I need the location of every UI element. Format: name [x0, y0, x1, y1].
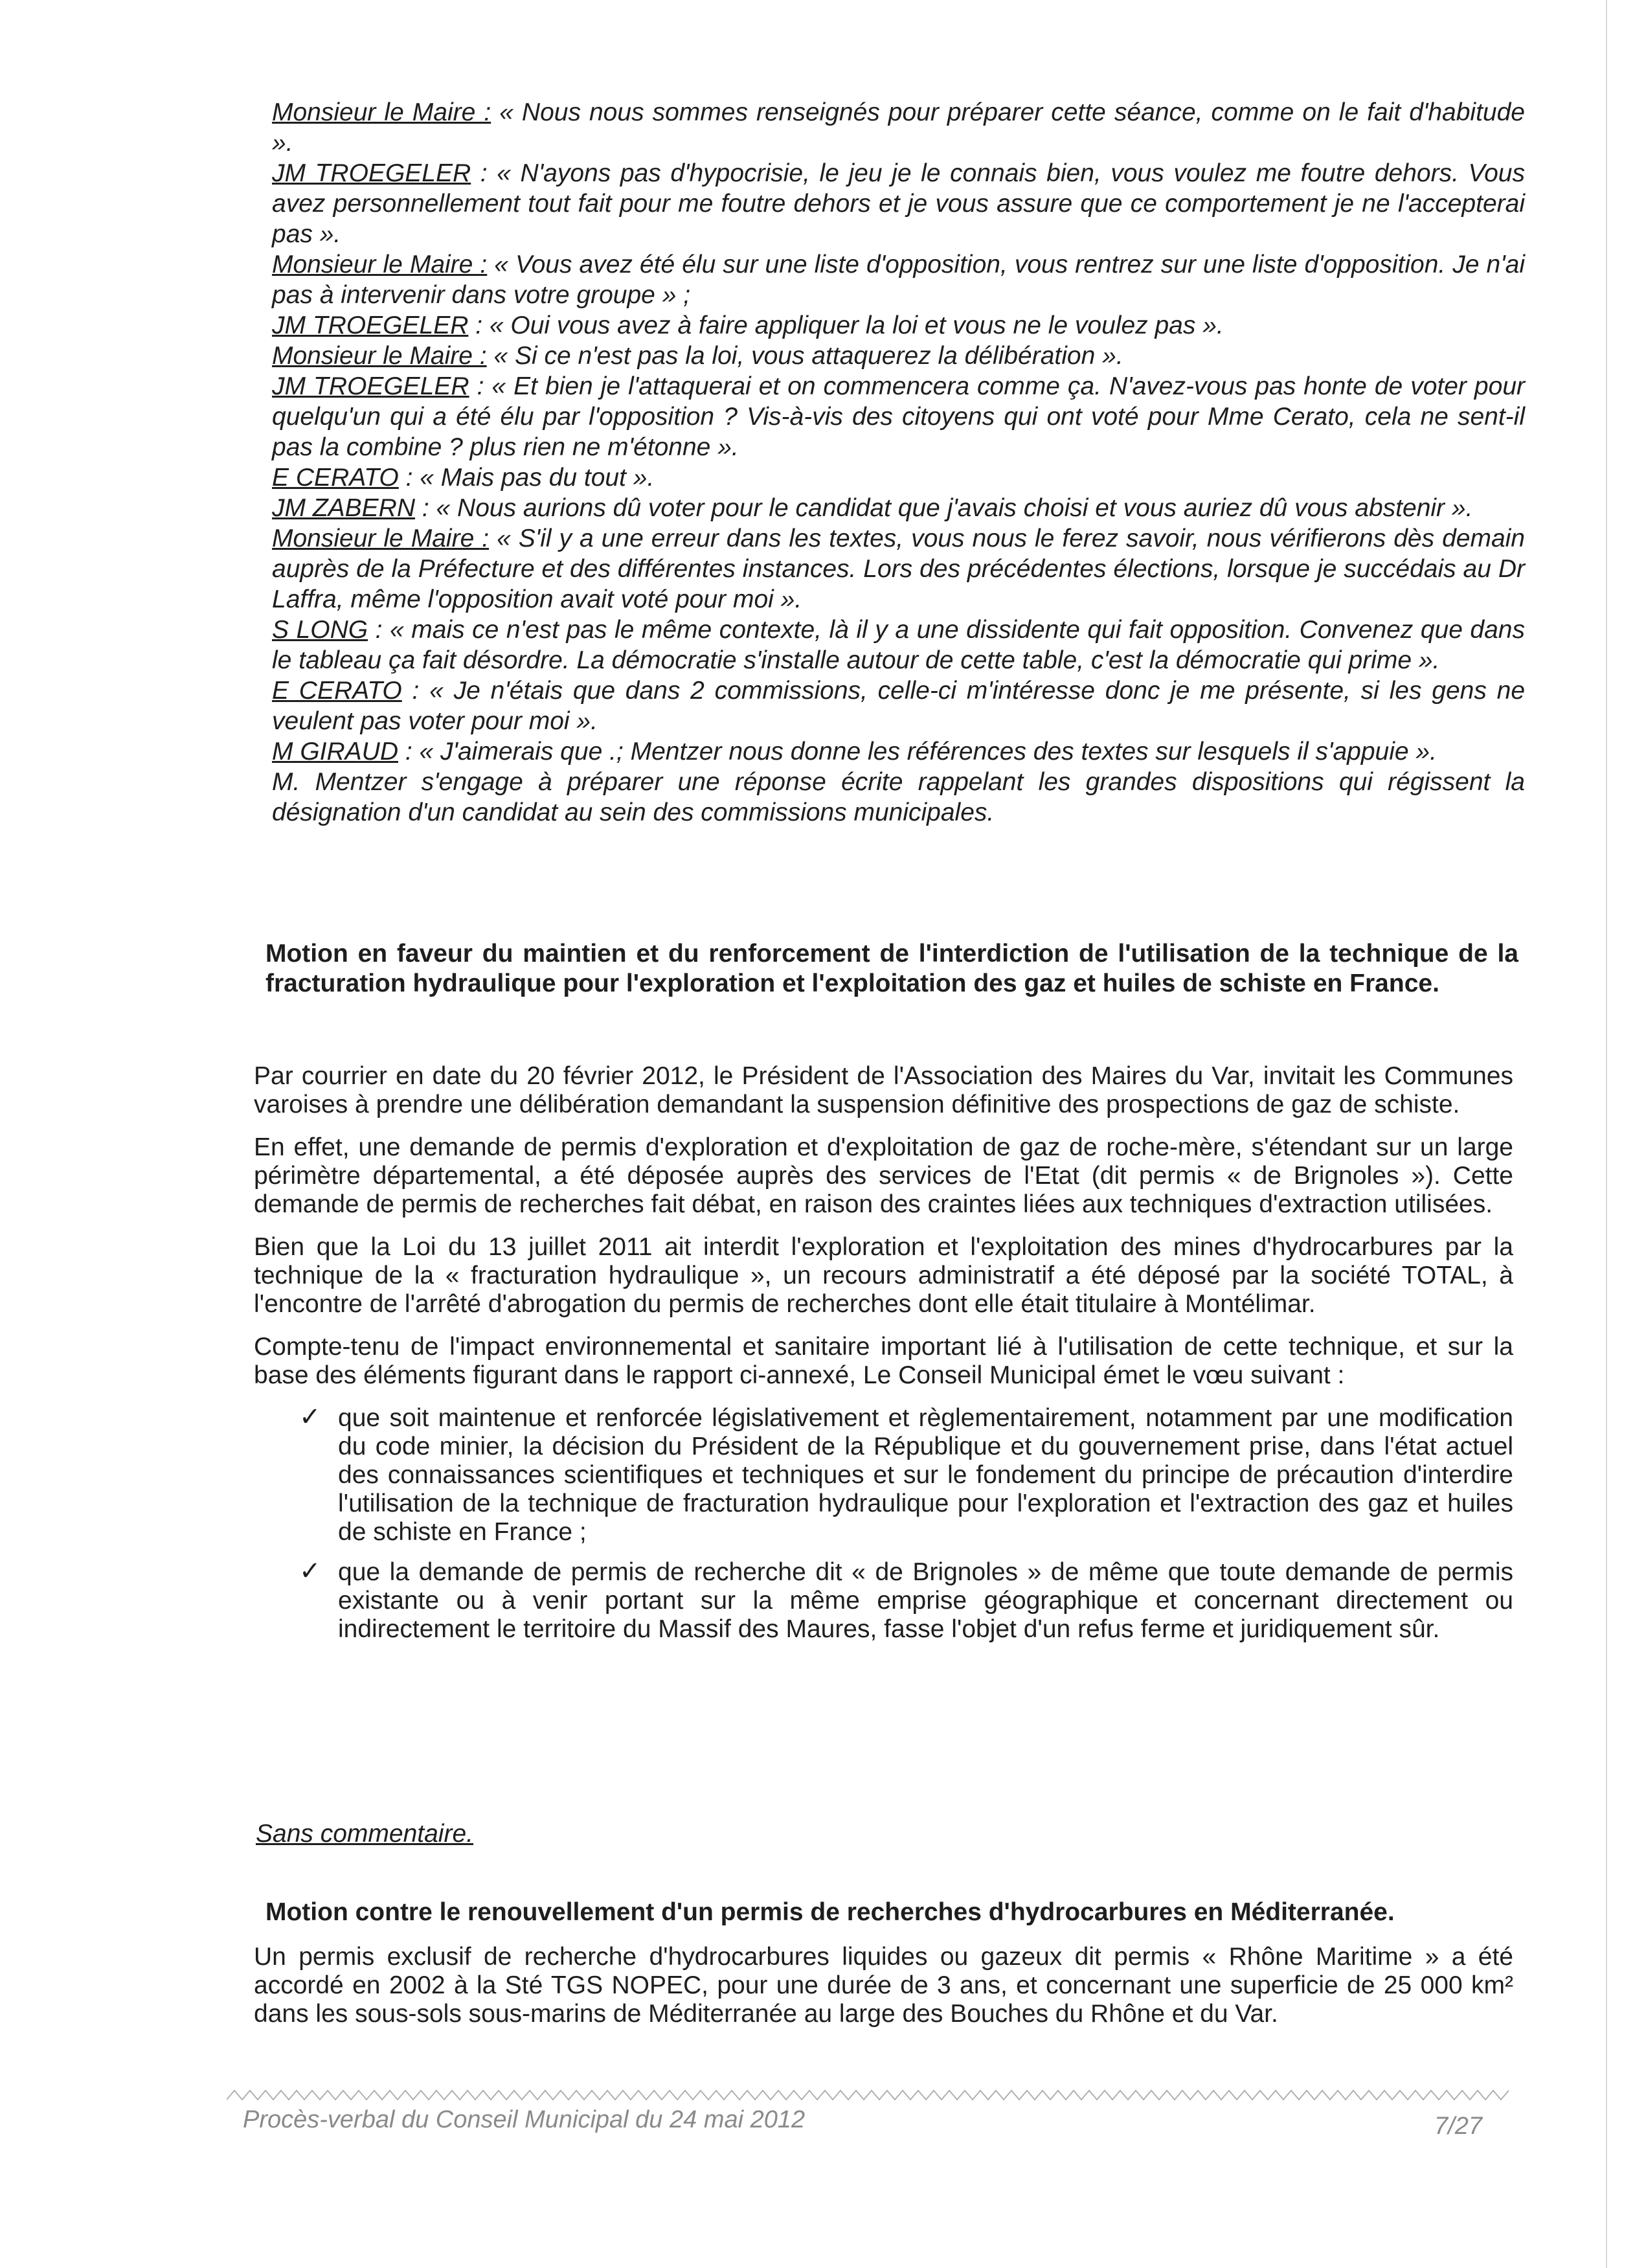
motion-heading-fracturation: Motion en faveur du maintien et du renforcement de l'interdiction de l'utilisation de la technique de la fracturation hydraulique pour l'exploration et l'exploitation des gaz et huiles de schiste en France. — [265, 940, 1518, 997]
dialogue-line — [272, 767, 1525, 828]
speaker-name: JM TROEGELER — [272, 372, 469, 400]
dialogue-line — [272, 736, 1525, 767]
dialogue-text: : « J'aimerais que .; Mentzer nous donne les références des textes sur lesquels il s'appuie ». — [398, 738, 1437, 765]
dialogue-text: « Nous nous sommes renseignés pour préparer cette séance, comme on le fait d'habitude ». — [272, 98, 1525, 157]
dialogue-text: : « Nous aurions dû voter pour le candidat que j'avais choisi et vous auriez dû vous abstenir ». — [415, 494, 1473, 522]
dialogue-line — [272, 158, 1525, 249]
dialogue-line — [272, 675, 1525, 736]
speaker-name: JM TROEGELER — [272, 312, 469, 339]
dialogue-text: : « Et bien je l'attaquerai et on commencera comme ça. N'avez-vous pas honte de voter pour quelqu'un qui a été élu par l'opposition ? Vis-à-vis des citoyens qui ont voté pour Mme Cerato, cela ne sent-il pas la combine ? plus rien ne m'étonne ». — [272, 372, 1525, 461]
speaker-name: Monsieur le Maire : — [272, 525, 490, 552]
dialogue-section — [272, 97, 1525, 828]
wish-item — [254, 1558, 1513, 1644]
paragraph: Bien que la Loi du 13 juillet 2011 ait interdit l'exploration et l'exploitation des mines d'hydrocarbures par la technique de la « fracturation hydraulique », un recours administratif a été déposé par la société TOTAL, à l'encontre de l'arrêté d'abrogation du permis de recherches dont elle était titulaire à Montélimar. — [254, 1233, 1513, 1318]
dialogue-text: « Vous avez été élu sur une liste d'opposition, vous rentrez sur une liste d'opposition. Je n'ai pas à intervenir dans votre groupe » ; — [272, 251, 1525, 309]
speaker-name: E CERATO — [272, 677, 402, 705]
scan-edge-line — [1606, 0, 1607, 2268]
wish-item — [254, 1404, 1513, 1547]
dialogue-line — [272, 615, 1525, 675]
speaker-name: E CERATO — [272, 464, 399, 492]
dialogue-text: « S'il y a une erreur dans les textes, vous nous le ferez savoir, nous vérifierons dès demain auprès de la Préfecture et des différentes instances. Lors des précédentes élections, lorsque je succédais au Dr Laffra, même l'opposition avait voté pour moi ». — [272, 525, 1525, 613]
checkmark-icon: ✓ — [299, 1557, 321, 1585]
dialogue-line — [272, 462, 1525, 493]
speaker-name: JM TROEGELER — [272, 159, 471, 187]
dialogue-line — [272, 523, 1525, 615]
speaker-name: Monsieur le Maire : — [272, 342, 487, 370]
wish-list — [254, 1404, 1513, 1644]
footer-zigzag-rule — [227, 2088, 1515, 2104]
dialogue-line — [272, 341, 1525, 371]
page-number: 7/27 — [1434, 2113, 1482, 2140]
speaker-name: Monsieur le Maire : — [272, 98, 491, 126]
speaker-name: S LONG — [272, 616, 368, 644]
dialogue-text: « Si ce n'est pas la loi, vous attaquerez la délibération ». — [486, 342, 1123, 370]
no-comment-note: Sans commentaire. — [256, 1820, 473, 1848]
dialogue-line — [272, 97, 1525, 158]
dialogue-text: : « Oui vous avez à faire appliquer la loi et vous ne le voulez pas ». — [468, 312, 1224, 339]
dialogue-line — [272, 493, 1525, 523]
wish-text: que soit maintenue et renforcée législativement et règlementairement, notamment par une modification du code minier, la décision du Président de la République et du gouvernement prise, dans l'état actuel des connaissances scientifiques et techniques et sur le fondement du principe de précaution d'interdire l'utilisation de la technique de fracturation hydraulique pour l'exploration et l'extraction des gaz et huiles de schiste en France ; — [338, 1404, 1513, 1546]
paragraph: Un permis exclusif de recherche d'hydrocarbures liquides ou gazeux dit permis « Rhône Maritime » a été accordé en 2002 à la Sté TGS NOPEC, pour une durée de 3 ans, et concernant une superficie de 25 000 km² dans les sous-sols sous-marins de Méditerranée au large des Bouches du Rhône et du Var. — [254, 1943, 1513, 2028]
speaker-name: M GIRAUD — [272, 738, 398, 765]
speaker-name: JM ZABERN — [272, 494, 416, 522]
paragraph: En effet, une demande de permis d'exploration et d'exploitation de gaz de roche-mère, s'étendant sur un large périmètre départemental, a été déposée auprès des services de l'Etat (dit permis « de Brignoles »). Cette demande de permis de recherches fait débat, en raison des craintes liées aux techniques d'extraction utilisées. — [254, 1133, 1513, 1218]
dialogue-line — [272, 310, 1525, 341]
dialogue-text: : « N'ayons pas d'hypocrisie, le jeu je le connais bien, vous voulez me foutre dehors. Vous avez personnellement tout fait pour me foutre dehors et je vous assure que ce comportement je ne l'accepterai pas ». — [272, 159, 1525, 248]
wish-text: que la demande de permis de recherche dit « de Brignoles » de même que toute demande de permis existante ou à venir portant sur la même emprise géographique et concernant directement ou indirectement le territoire du Massif des Maures, fasse l'objet d'un refus ferme et juridiquement sûr. — [338, 1558, 1513, 1643]
dialogue-text: : « mais ce n'est pas le même contexte, là il y a une dissidente qui fait opposition. Convenez que dans le tableau ça fait désordre. La démocratie s'installe autour de cette table, c'est la démocratie qui prime ». — [272, 616, 1525, 674]
dialogue-text: : « Je n'étais que dans 2 commissions, celle-ci m'intéresse donc je me présente, si les gens ne veulent pas voter pour moi ». — [272, 677, 1526, 735]
dialogue-line — [272, 249, 1525, 310]
dialogue-text: M. Mentzer s'engage à préparer une réponse écrite rappelant les grandes dispositions qui régissent la désignation d'un candidat au sein des commissions municipales. — [272, 768, 1525, 826]
dialogue-text: : « Mais pas du tout ». — [398, 464, 655, 492]
paragraph: Compte-tenu de l'impact environnemental et sanitaire important lié à l'utilisation de cette technique, et sur la base des éléments figurant dans le rapport ci-annexé, Le Conseil Municipal émet le vœu suivant : — [254, 1333, 1513, 1389]
paragraph: Par courrier en date du 20 février 2012, le Président de l'Association des Maires du Var, invitait les Communes varoises à prendre une délibération demandant la suspension définitive des prospections de gaz de schiste. — [254, 1062, 1513, 1118]
speaker-name: Monsieur le Maire : — [272, 251, 488, 278]
motion-body-mediterranee — [254, 1943, 1513, 2043]
motion-body-fracturation — [254, 1062, 1513, 1658]
dialogue-line — [272, 371, 1525, 462]
checkmark-icon: ✓ — [299, 1403, 321, 1431]
motion-heading-mediterranee: Motion contre le renouvellement d'un permis de recherches d'hydrocarbures en Méditerranée. — [265, 1898, 1395, 1926]
footer-title: Procès-verbal du Conseil Municipal du 24 mai 2012 — [243, 2106, 806, 2133]
